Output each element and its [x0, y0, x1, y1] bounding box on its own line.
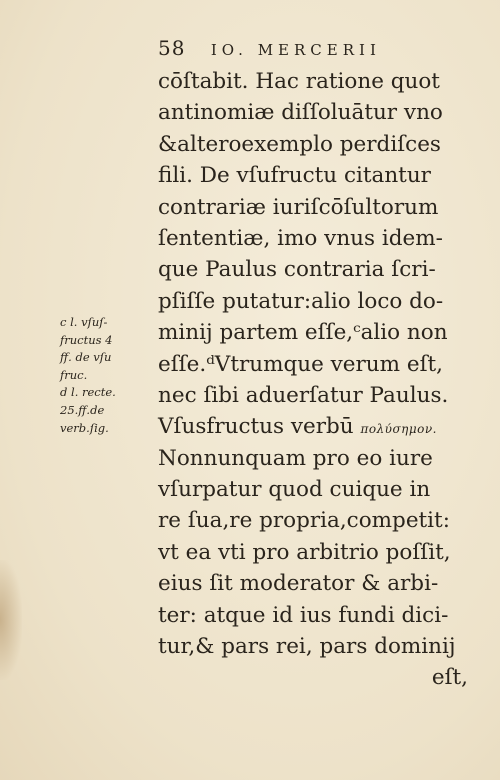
- greek-word: πολύσημον.: [360, 422, 437, 437]
- text-line: que Paulus contraria ſcri-: [158, 257, 436, 283]
- margin-note: ff. de vſu: [60, 350, 112, 365]
- text-line: pſiſſe putatur:alio loco do-: [158, 288, 444, 314]
- text-line: eius ſit moderator & arbi-: [158, 571, 439, 597]
- text-line: Nonnunquam pro eo iure: [158, 445, 433, 471]
- text-line: minij partem eſſe,ᶜalio non: [158, 320, 448, 346]
- margin-note: fructus 4: [60, 332, 113, 347]
- text-line-with-greek: [158, 411, 478, 442]
- text-line: re ſua,re propria,competit:: [158, 508, 450, 534]
- text-line: antinomiæ diſſoluātur vno: [158, 100, 443, 126]
- body-text: [158, 66, 478, 694]
- text-line: fili. De vſufructu citantur: [158, 163, 431, 189]
- margin-note: c l. vſuſ-: [60, 315, 108, 329]
- running-head: [158, 36, 381, 64]
- text-line: ſententiæ, imo vnus idem-: [158, 225, 443, 251]
- margin-note: verb.ſig.: [60, 420, 109, 435]
- text-line: ter: atque id ius fundi dici-: [158, 602, 449, 628]
- text-line: eſſe.ᵈVtrumque verum eſt,: [158, 351, 444, 377]
- margin-note: d l. recte.: [60, 385, 116, 400]
- text-line: nec ſibi aduerſatur Paulus.: [158, 382, 449, 408]
- running-title: IO. MERCERII: [210, 41, 381, 59]
- page-stain: [0, 560, 22, 680]
- text-line: tur,& pars rei, pars dominij: [158, 634, 456, 660]
- text-line: vt ea vti pro arbitrio poſſit,: [158, 539, 451, 565]
- text-line: cōſtabit. Hac ratione quot: [158, 69, 440, 94]
- margin-note: 25.ff.de: [60, 402, 105, 417]
- catchword: eſt,: [431, 665, 468, 691]
- text-line: vſurpatur quod cuique in: [158, 477, 431, 503]
- text-line: &alteroexemplo perdiſces: [158, 131, 441, 157]
- text-line-segment: Vſusfructus verbū: [158, 414, 354, 440]
- margin-note: fruc.: [60, 367, 88, 382]
- text-line: contrariæ iuriſcōſultorum: [158, 194, 439, 220]
- page-number: 58: [158, 36, 186, 60]
- margin-notes: [60, 314, 160, 437]
